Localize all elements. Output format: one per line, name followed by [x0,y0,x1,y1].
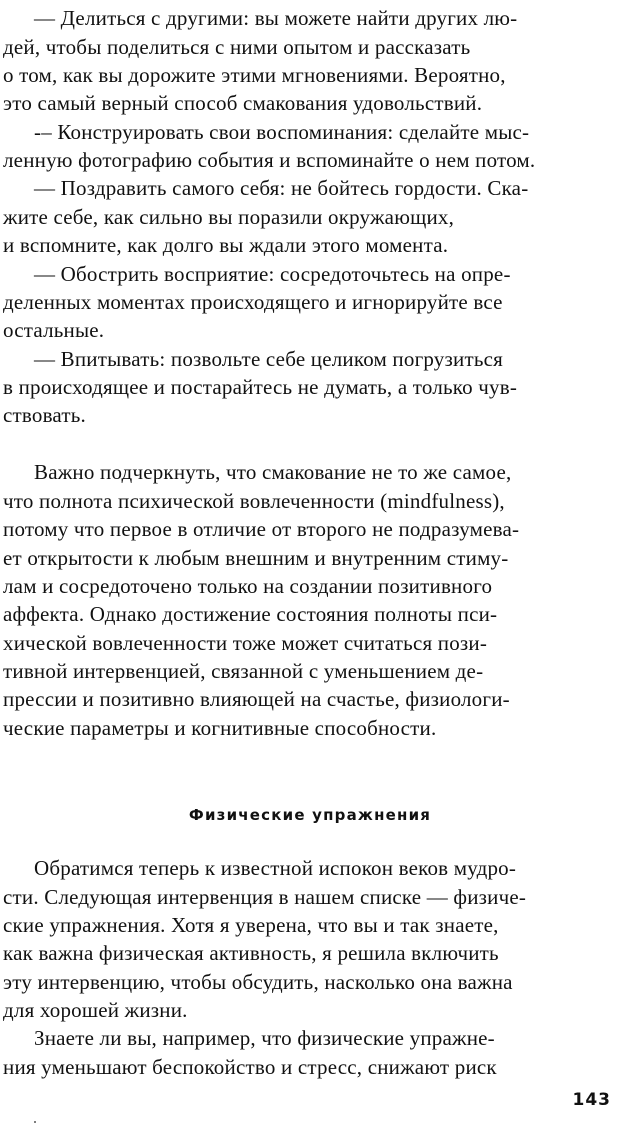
text-line: ет открытости к любым внешним и внутренним стиму- [3,546,509,570]
text-line: о том, как вы дорожите этими мгновениями. Вероятно, [3,63,506,87]
text-line: -– Конструировать свои воспоминания: сделайте мыс- [34,120,530,144]
text-line: деленных моментах происходящего и игнорируйте все [3,290,503,314]
text-line: тивной интервенцией, связанной с уменьшением де- [3,659,484,683]
text-line: как важна физическая активность, я решила включить [3,941,499,965]
text-line: Знаете ли вы, например, что физические упражне- [34,1026,495,1050]
text-line: и вспомните, как долго вы ждали этого момента. [3,233,449,257]
text-line: хической вовлеченности тоже может считаться пози- [3,631,488,655]
text-line: Важно подчеркнуть, что смакование не то же самое, [34,460,512,484]
text-line: для хорошей жизни. [3,998,188,1022]
text-line: сти. Следующая интервенция в нашем списке — физиче- [3,885,527,909]
section-heading: Физические упражнения [188,806,432,824]
text-line: — Делиться с другими: вы можете найти других лю- [34,6,518,30]
text-line: ленную фотографию события и вспоминайте о нем потом. [3,148,536,172]
text-line: прессии и позитивно влияющей на счастье, физиологи- [3,687,510,711]
text-line: жите себе, как сильно вы поразили окружающих, [3,205,455,229]
text-line: — Поздравить самого себя: не бойтесь гордости. Ска- [34,176,529,200]
text-line: эту интервенцию, чтобы обсудить, насколько она важна [3,970,513,994]
text-line: ские упражнения. Хотя я уверена, что вы и так знаете, [3,913,499,937]
text-line: это самый верный способ смакования удовольствий. [3,91,483,115]
text-line: лам и сосредоточено только на создании позитивного [3,574,493,598]
text-line: ния уменьшают беспокойство и стресс, снижают риск [3,1055,497,1079]
text-line: что полнота психической вовлеченности (mindfulness), [3,489,505,513]
text-line: — Впитывать: позвольте себе целиком погрузиться [34,347,503,371]
text-line: остальные. [3,318,105,342]
text-line: в происходящее и постарайтесь не думать, а только чув- [3,375,518,399]
text-line: ческие параметры и когнитивные способности. [3,716,437,740]
text-line: ствовать. [3,403,86,427]
page-number: 143 [572,1090,611,1110]
text-line: аффекта. Однако достижение состояния полноты пси- [3,602,498,626]
text-line: Обратимся теперь к известной испокон веков мудро- [34,856,517,880]
text-line: — Обострить восприятие: сосредоточьтесь на опре- [34,262,511,286]
scan-speck [34,1121,36,1123]
text-line: дей, чтобы поделиться с ними опытом и рассказать [3,35,471,59]
text-line: потому что первое в отличие от второго не подразумева- [3,517,520,541]
